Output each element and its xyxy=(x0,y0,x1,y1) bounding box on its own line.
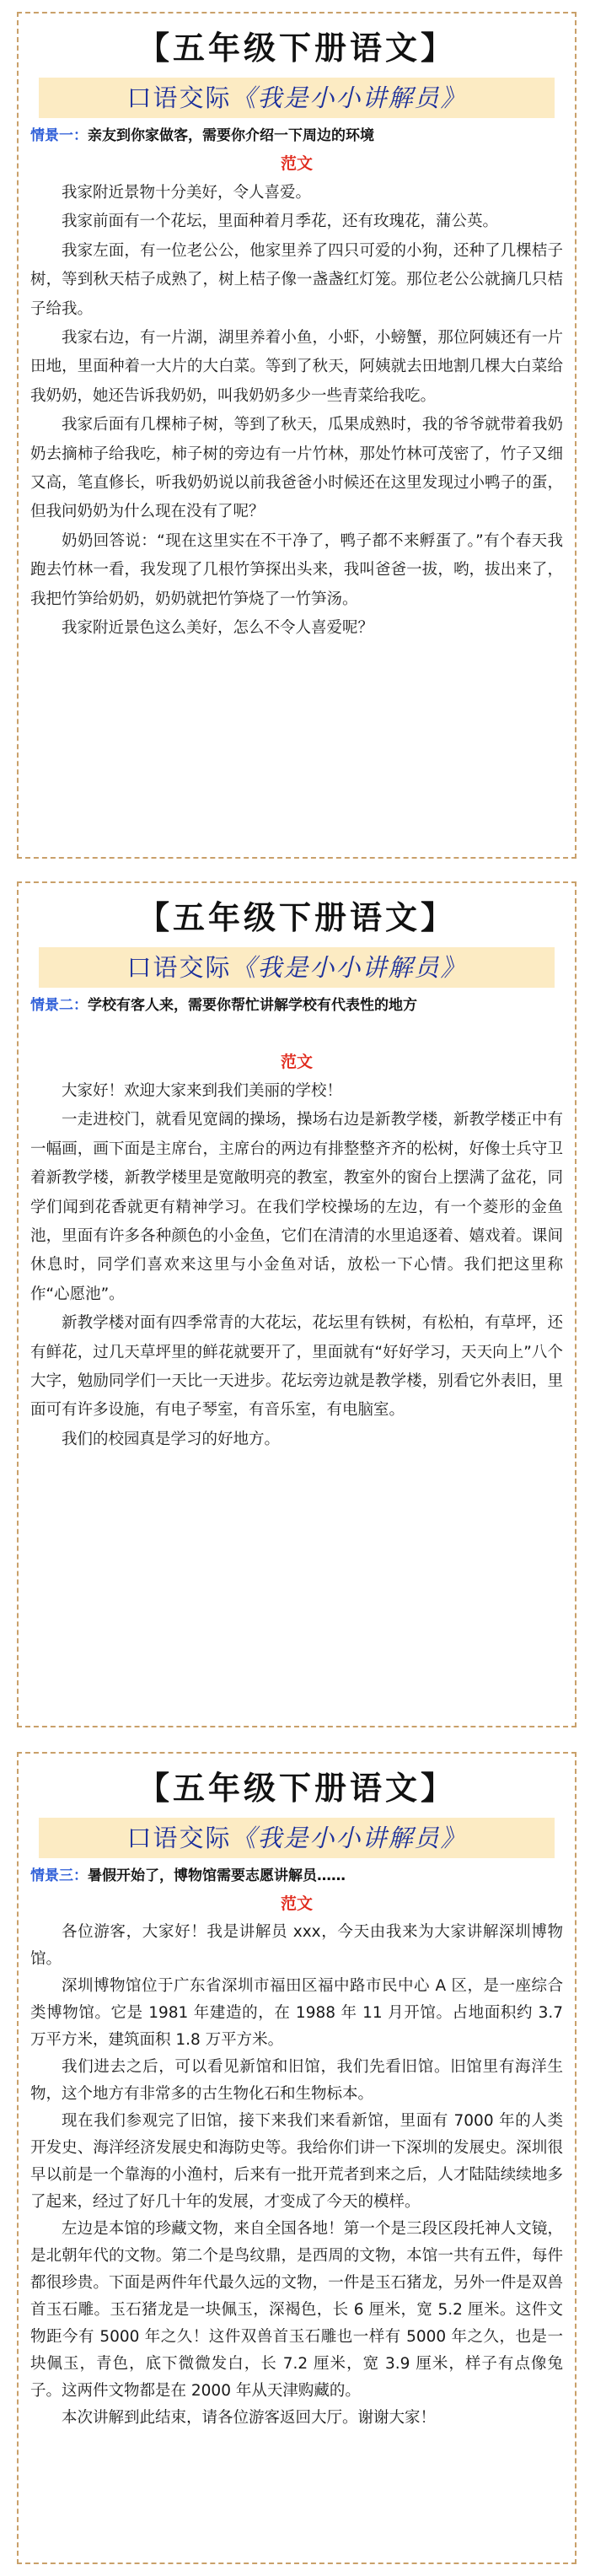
subtitle-book: 《我是小小讲解员》 xyxy=(231,84,467,112)
scenario-label: 情景二： xyxy=(30,997,88,1014)
subtitle-prefix: 口语交际 xyxy=(126,84,232,112)
scenario-label: 情景三： xyxy=(30,1867,88,1884)
section-card-2 xyxy=(17,881,577,1727)
essay-paragraph: 我们进去之后，可以看见新馆和旧馆，我们先看旧馆。旧馆里有海洋生物，这个地方有非常多的古生物化石和生物标本。 xyxy=(30,2058,563,2103)
essay-paragraph: 大家好！欢迎大家来到我们美丽的学校！ xyxy=(62,1082,343,1100)
section-subtitle xyxy=(39,78,555,118)
essay-paragraph: 一走进校门，就看见宽阔的操场，操场右边是新教学楼，新教学楼正中有一幅画，画下面是主席台，主席台的两边有排整整齐齐的松树，好像士兵守卫着新教学楼，新教学楼里是宽敞明亮的教室，教室外的窗台上摆满了盆花，同学们闻到花香就更有精神学习。在我们学校操场的左边，有一个菱形的金鱼池，里面有许多各种颜色的小金鱼，它们在清清的水里追逐着、嬉戏着。课间休息时，同学们喜欢来这里与小金鱼对话，放松一下心情。我们把这里称作“心愿池”。 xyxy=(30,1111,563,1303)
subtitle-book: 《我是小小讲解员》 xyxy=(231,1824,467,1852)
scenario-label: 情景一： xyxy=(30,127,88,144)
essay-paragraph: 我家后面有几棵柿子树，等到了秋天，瓜果成熟时，我的爷爷就带着我奶奶去摘柿子给我吃，柿子树的旁边有一片竹林，那处竹林可茂密了，竹子又细又高，笔直修长，听我奶奶说以前我爸爸小时候还在这里发现过小鸭子的蛋，但我问奶奶为什么现在没有了呢？ xyxy=(30,416,563,521)
essay-paragraph: 我家附近景色这么美好，怎么不令人喜爱呢？ xyxy=(62,619,374,638)
model-essay-heading: 范文 xyxy=(280,154,313,173)
essay-paragraph: 我家前面有一个花坛，里面种着月季花，还有玫瑰花，蒲公英。 xyxy=(62,213,499,231)
section-subtitle xyxy=(39,947,555,988)
scenario-line xyxy=(30,1863,563,1889)
essay-paragraph: 新教学楼对面有四季常青的大花坛，花坛里有铁树，有松柏，有草坪，还有鲜花，过几天草坪里的鲜花就要开了，里面就有“好好学习，天天向上”八个大字，勉励同学们一天比一天进步。花坛旁边就是教学楼，别看它外表旧，里面可有许多设施，有电子琴室，有音乐室，有电脑室。 xyxy=(30,1314,563,1420)
essay-paragraph: 本次讲解到此结束，请各位游客返回大厅。谢谢大家！ xyxy=(62,2409,437,2427)
essay-paragraph: 奶奶回答说：“现在这里实在不干净了，鸭子都不来孵蛋了。”有个春天我跑去竹林一看，我发现了几根竹笋探出头来，我叫爸爸一拔，哟，拔出来了，我把竹笋给奶奶，奶奶就把竹笋烧了一竹笋汤。 xyxy=(30,531,563,608)
essay-paragraph: 我们的校园真是学习的好地方。 xyxy=(62,1430,281,1448)
essay-paragraph: 我家左面，有一位老公公，他家里养了四只可爱的小狗，还种了几棵桔子树，等到秋天桔子成熟了，树上桔子像一盏盏红灯笼。那位老公公就摘几只桔子给我。 xyxy=(30,241,563,318)
essay-paragraph: 现在我们参观完了旧馆，接下来我们来看新馆，里面有 7000 年的人类开发史、海洋经济发展史和海防史等。我给你们讲一下深圳的发展史。深圳很早以前是一个靠海的小渔村，后来有一批开荒者到来之后，人才陆陆续续地多了起来，经过了好几十年的发展，才变成了今天的模样。 xyxy=(30,2112,563,2211)
scenario-text: 亲友到你家做客，需要你介绍一下周边的环境 xyxy=(88,127,374,144)
subtitle-prefix: 口语交际 xyxy=(126,1824,232,1852)
scenario-line xyxy=(30,993,563,1018)
essay-paragraph: 我家附近景物十分美好，令人喜爱。 xyxy=(62,184,312,202)
model-essay-heading: 范文 xyxy=(280,1894,313,1913)
essay-paragraph: 我家右边，有一片湖，湖里养着小鱼，小虾，小螃蟹，那位阿姨还有一片田地，里面种着一大片的大白菜。等到了秋天，阿姨就去田地割几棵大白菜给我奶奶，她还告诉我奶奶，叫我奶奶多少一些青菜给我吃。 xyxy=(30,329,563,405)
section-card-1 xyxy=(17,12,577,859)
section-title: 【五年级下册语文】 xyxy=(137,1769,456,1807)
essay-paragraph: 深圳博物馆位于广东省深圳市福田区福中路市民中心 A 区，是一座综合类博物馆。它是 1981 年建造的，在 1988 年 11 月开馆。占地面积约 3.7 万平方米，建筑面积 1.8 万平方米。 xyxy=(30,1977,563,2049)
section-subtitle xyxy=(39,1818,555,1858)
scenario-line xyxy=(30,123,563,148)
essay-paragraph: 左边是本馆的珍藏文物，来自全国各地！第一个是三段区段托神人文镜，是北朝年代的文物。第二个是鸟纹鼎，是西周的文物，本馆一共有五件，每件都很珍贵。下面是两件年代最久远的文物，一件是玉石猪龙，另外一件是双兽首玉石雕。玉石猪龙是一块佩玉，深褐色，长 6 厘米，宽 5.2 厘米。这件文物距今有 5000 年之久！这件双兽首玉石雕也一样有 5000 年之久，也是一块佩玉，青色，底下微微发白，长 7.2 厘米，宽 3.9 厘米，样子有点像兔子。这两件文物都是在 2000 年从天津购藏的。 xyxy=(30,2220,563,2400)
scenario-text: 学校有客人来，需要你帮忙讲解学校有代表性的地方 xyxy=(88,997,417,1014)
subtitle-prefix: 口语交际 xyxy=(126,953,232,982)
section-card-3 xyxy=(17,1752,577,2564)
section-title: 【五年级下册语文】 xyxy=(137,898,456,936)
section-title: 【五年级下册语文】 xyxy=(137,29,456,67)
essay-paragraph: 各位游客，大家好！我是讲解员 xxx，今天由我来为大家讲解深圳博物馆。 xyxy=(30,1923,563,1968)
model-essay-heading: 范文 xyxy=(280,1053,313,1071)
scenario-text: 暑假开始了，博物馆需要志愿讲解员…… xyxy=(88,1867,346,1884)
subtitle-book: 《我是小小讲解员》 xyxy=(231,953,467,982)
